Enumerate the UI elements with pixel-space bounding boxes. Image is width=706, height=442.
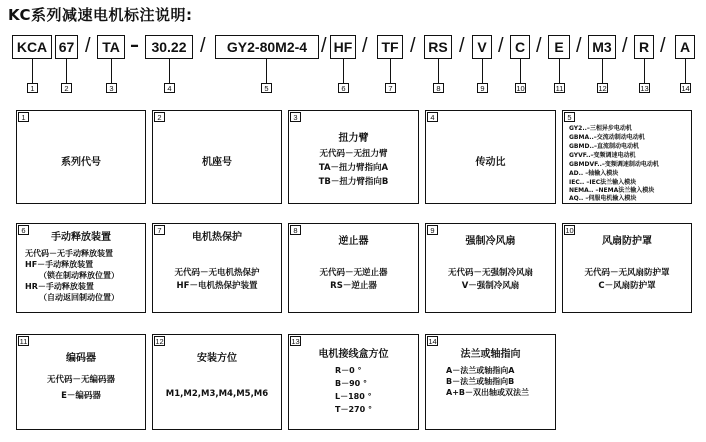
code-box-motor: GY2-80M2-4 bbox=[215, 35, 319, 59]
card-manual-release: 6 手动释放装置 无代码－无手动释放装置 HF－手动释放装置 （锁在制动释放位置） HR－手动释放装置 （自动返回制动位置） bbox=[16, 223, 146, 313]
code-box-torque-arm: TA bbox=[97, 35, 125, 59]
code-box-series: KCA bbox=[12, 35, 52, 59]
code-dash: – bbox=[130, 35, 139, 56]
card-title: 电机接线盒方位 bbox=[318, 349, 389, 360]
code-box-terminal-box: R bbox=[634, 35, 654, 59]
card-motor-type: 5 GY2..–三相异步电动机 GBMA..–交流动制动电动机 GBMD..–直流制动电动机 GYVF..–变频调速电动机 GBMDVF..–变频调速制动电动机 AD.. –轴输入模块 IEC.. –IEC法兰输入模块 NEMA.. –NEMA法兰输入模块 AQ.. –伺服电机输入模块 bbox=[562, 110, 692, 204]
code-separator: / bbox=[85, 35, 91, 57]
card-title: 机座号 bbox=[202, 157, 232, 168]
code-box-flange: A bbox=[675, 35, 695, 59]
card-backstop: 8 逆止器 无代码－无逆止器 RS－逆止器 bbox=[288, 223, 419, 313]
card-title: 电机热保护 bbox=[192, 232, 242, 243]
code-box-ratio: 30.22 bbox=[145, 35, 193, 59]
card-mounting-position: 12 安装方位 M1,M2,M3,M4,M5,M6 bbox=[152, 334, 282, 430]
code-separator: / bbox=[321, 35, 327, 57]
code-separator: / bbox=[410, 35, 416, 57]
marker-14: 14 bbox=[681, 84, 690, 93]
marker-6: 6 bbox=[338, 83, 349, 93]
marker-11: 11 bbox=[555, 84, 564, 93]
code-separator: / bbox=[362, 35, 368, 57]
card-fan-cover: 10 风扇防护罩 无代码－无风扇防护罩 C－风扇防护罩 bbox=[562, 223, 692, 313]
marker-7: 7 bbox=[385, 83, 396, 93]
code-box-fan-cover: C bbox=[510, 35, 530, 59]
code-box-mounting: M3 bbox=[588, 35, 616, 59]
marker-4: 4 bbox=[164, 83, 175, 93]
marker-12: 12 bbox=[598, 84, 607, 93]
marker-1: 1 bbox=[27, 83, 38, 93]
marker-8: 8 bbox=[433, 83, 444, 93]
marker-10: 10 bbox=[516, 84, 525, 93]
code-box-thermal: TF bbox=[377, 35, 403, 59]
card-title: 传动比 bbox=[475, 157, 506, 168]
code-box-manual-release: HF bbox=[330, 35, 356, 59]
code-separator: / bbox=[536, 35, 542, 57]
code-box-fan: V bbox=[472, 35, 492, 59]
page-title: KC系列减速电机标注说明: bbox=[8, 6, 193, 24]
marker-3: 3 bbox=[106, 83, 117, 93]
card-title: 扭力臂 bbox=[338, 133, 369, 144]
card-thermal-protection: 7 电机热保护 无代码－无电机热保护 HF－电机热保护装置 bbox=[152, 223, 282, 313]
card-frame-size: 2 机座号 bbox=[152, 110, 282, 204]
card-torque-arm: 3 扭力臂 无代码－无扭力臂 TA－扭力臂指向A TB－扭力臂指向B bbox=[288, 110, 419, 204]
card-title: 编码器 bbox=[66, 353, 96, 364]
marker-13: 13 bbox=[640, 84, 649, 93]
card-ratio: 4 传动比 bbox=[425, 110, 556, 204]
card-title: 强制冷风扇 bbox=[465, 236, 516, 247]
marker-5: 5 bbox=[261, 83, 272, 93]
code-separator: / bbox=[660, 35, 666, 57]
card-title: 系列代号 bbox=[61, 157, 101, 168]
card-forced-fan: 9 强制冷风扇 无代码－无强制冷风扇 V－强制冷风扇 bbox=[425, 223, 556, 313]
card-title: 安装方位 bbox=[197, 353, 237, 364]
card-flange-shaft: 14 法兰或轴指向 A－法兰或轴指向A B－法兰或轴指向B A+B－双出轴或双法兰 bbox=[425, 334, 556, 430]
card-encoder: 11 编码器 无代码－无编码器 E－编码器 bbox=[16, 334, 146, 430]
card-title: 法兰或轴指向 bbox=[460, 349, 521, 360]
code-box-frame: 67 bbox=[55, 35, 78, 59]
card-title: 风扇防护罩 bbox=[602, 236, 652, 247]
marker-9: 9 bbox=[477, 83, 488, 93]
code-separator: / bbox=[200, 35, 206, 57]
code-box-encoder: E bbox=[548, 35, 570, 59]
card-title: 逆止器 bbox=[338, 236, 369, 247]
code-box-backstop: RS bbox=[424, 35, 452, 59]
marker-2: 2 bbox=[61, 83, 72, 93]
code-separator: / bbox=[498, 35, 504, 57]
code-separator: / bbox=[622, 35, 628, 57]
code-separator: / bbox=[576, 35, 582, 57]
code-separator: / bbox=[459, 35, 465, 57]
card-terminal-box: 13 电机接线盒方位 R－0 ° B－90 ° L－180 ° T－270 ° bbox=[288, 334, 419, 430]
card-series-code: 1 系列代号 bbox=[16, 110, 146, 204]
card-title: 手动释放装置 bbox=[51, 232, 111, 243]
